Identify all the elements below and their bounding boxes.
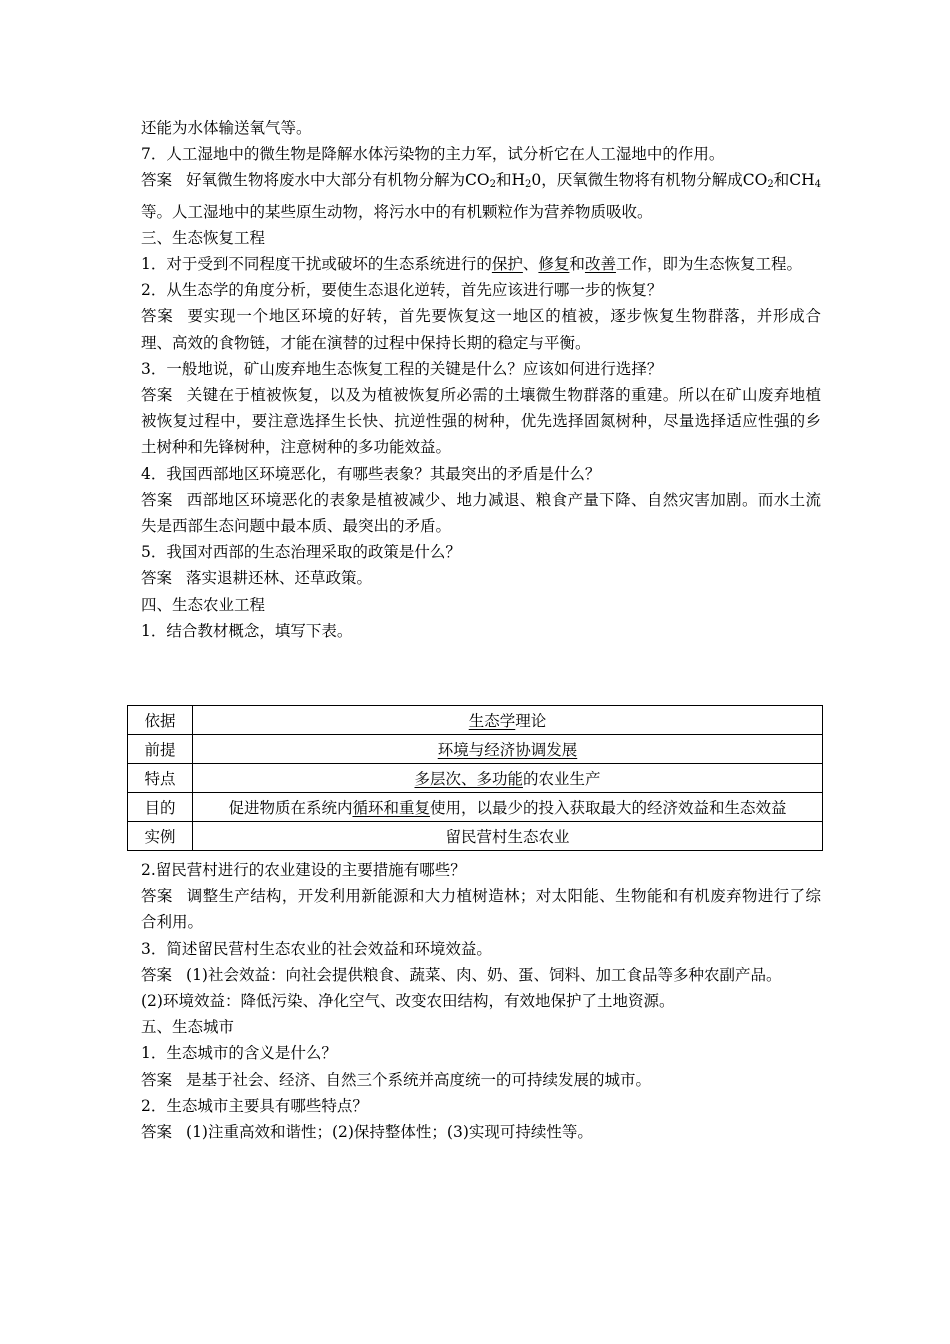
s4-question-1: 1．结合教材概念，填写下表。 <box>141 621 353 640</box>
question-7: 7．人工湿地中的微生物是降解水体污染物的主力军，试分析它在人工湿地中的作用。 <box>141 145 725 164</box>
s3-question-5: 5．我国对西部的生态治理采取的政策是什么？ <box>141 543 461 562</box>
s5-answer-2: 答案 (1)注重高效和谐性；(2)保持整体性；(3)实现可持续性等。 <box>141 1123 593 1142</box>
table-row: 依据 生态学理论 <box>128 706 823 735</box>
s4-answer-2: 答案 调整生产结构，开发利用新能源和大力植树造林；对太阳能、生物能和有机废弃物进行了综合利用。 <box>141 887 821 932</box>
s4-question-3: 3．简述留民营村生态农业的社会效益和环境效益。 <box>141 939 492 958</box>
answer-label: 答案 <box>141 171 173 190</box>
s5-answer-1: 答案 是基于社会、经济、自然三个系统并高度统一的可持续发展的城市。 <box>141 1070 652 1089</box>
s4-question-2: 2.留民营村进行的农业建设的主要措施有哪些？ <box>141 861 466 879</box>
table-row: 特点 多层次、多功能的农业生产 <box>128 764 823 793</box>
s3-question-1: 1．对于受到不同程度干扰或破坏的生态系统进行的保护、修复和改善工作，即为生态恢复工程。 <box>141 255 802 274</box>
agri-table <box>127 705 823 851</box>
table-row: 前提 环境与经济协调发展 <box>128 735 823 764</box>
s3-answer-3: 答案 关键在于植被恢复，以及为植被恢复所必需的土壤微生物群落的重建。所以在矿山废弃地植被恢复过程中，要注意选择生长快、抗逆性强的树种，优先选择固氮树种，尽量选择适应性强的乡土树种和先锋树种，注意树种的多功能效益。 <box>141 386 821 457</box>
s4-answer-3: 答案 (1)社会效益：向社会提供粮食、蔬菜、肉、奶、蛋、饲料、加工食品等多种农副产品。 <box>141 965 782 984</box>
text-block-bottom <box>141 857 821 1145</box>
answer-7: 答案 好氧微生物将废水中大部分有机物分解为$CO_2$和$H_20$，厌氧微生物将有机物分解成$CO_2$和$CH_4$等。人工湿地中的某些原生动物，将污水中的有机颗粒作为营养物质吸收。 <box>141 171 821 221</box>
s5-question-1: 1．生态城市的含义是什么？ <box>141 1044 337 1063</box>
section-4-title: 四、生态农业工程 <box>141 595 266 614</box>
s3-question-2: 2．从生态学的角度分析，要使生态退化逆转，首先应该进行哪一步的恢复？ <box>141 281 663 300</box>
section-5-title: 五、生态城市 <box>141 1018 235 1037</box>
text-block-top <box>141 115 821 644</box>
s4-answer-3-part2: (2)环境效益：降低污染、净化空气、改变农田结构，有效地保护了土地资源。 <box>141 992 675 1011</box>
table-row: 目的 促进物质在系统内循环和重复使用，以最少的投入获取最大的经济效益和生态效益 <box>128 793 823 822</box>
s3-answer-4: 答案 西部地区环境恶化的表象是植被减少、地力减退、粮食产量下降、自然灾害加剧。而水土流失是西部生态问题中最本质、最突出的矛盾。 <box>141 490 821 536</box>
section-3-title: 三、生态恢复工程 <box>141 228 266 247</box>
s3-answer-2: 答案 要实现一个地区环境的好转，首先要恢复这一地区的植被，逐步恢复生物群落，并形成合理、高效的食物链，才能在演替的过程中保持长期的稳定与平衡。 <box>141 307 821 352</box>
s3-answer-5: 答案 落实退耕还林、还草政策。 <box>141 569 373 588</box>
s3-question-4: 4．我国西部地区环境恶化，有哪些表象？其最突出的矛盾是什么？ <box>141 464 601 483</box>
s5-question-2: 2．生态城市主要具有哪些特点？ <box>141 1096 368 1115</box>
s3-question-3: 3．一般地说，矿山废弃地生态恢复工程的关键是什么？应该如何进行选择？ <box>141 359 663 378</box>
line-continued: 还能为水体输送氧气等。 <box>141 119 312 137</box>
table-row: 实例 留民营村生态农业 <box>128 822 823 851</box>
